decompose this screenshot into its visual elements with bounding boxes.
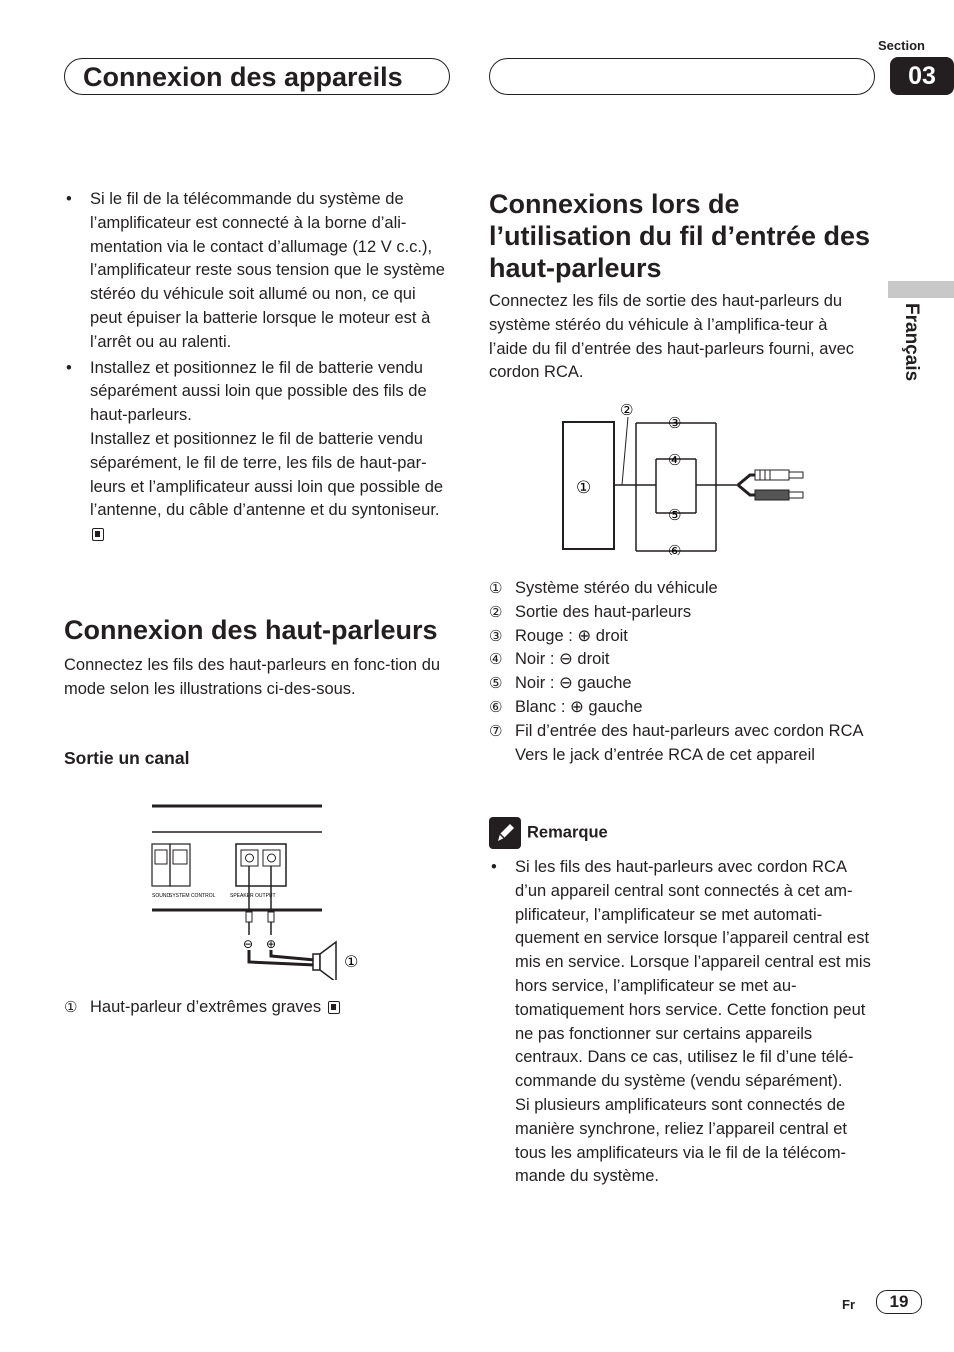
note-title: Remarque	[527, 823, 608, 842]
note-body	[489, 856, 879, 1189]
legend-item: ④ Noir : ⊖ droit	[489, 650, 610, 669]
note-header	[489, 817, 608, 849]
rca-legend	[489, 577, 869, 767]
chapter-title: Connexion des appareils	[83, 62, 403, 92]
list-item: • Si le fil de la télécommande du système de l’amplificateur est connecté à la borne d’ali-mentation via le contact d’allumage (12 V c.c.), l’amplificateur reste sous tension que le système stéréo du véhicule soit allumé ou non, ce qui peut épuiser la batterie lorsque le moteur est à l’arrêt ou au ralenti.	[64, 188, 450, 355]
section-number: 03	[890, 57, 954, 95]
end-mark-icon	[92, 528, 104, 541]
list-item: • Si les fils des haut-parleurs avec cordon RCA d’un appareil central sont connectés à cet am-plificateur, l’amplificateur se met automati-quement en service lorsque l’appareil central est mis en service. Lorsque l’appareil central est mis hors service, l’amplificateur se met au-tomatiquement hors service. Cette fonction peut ne pas fonctionner sur certains appareils centraux. Dans ce cas, utilisez le fil d’une télé-commande du système (vendu séparément).	[489, 856, 879, 1094]
callout-6: ⑥	[668, 542, 682, 555]
chapter-title-pill	[64, 58, 450, 95]
end-mark-icon	[328, 1001, 340, 1014]
list-item-continuation: Si plusieurs amplificateurs sont connectés de manière synchrone, reliez l’appareil central et tous les amplificateurs via le fil de la télécom-mande du système.	[515, 1095, 847, 1186]
mono-output-diagram	[150, 800, 380, 980]
system-control-label: SYSTEM CONTROL	[169, 893, 216, 899]
left-column	[64, 188, 450, 547]
callout-2: ②	[620, 401, 634, 419]
subheading-mono: Sortie un canal	[64, 748, 190, 768]
speakers-heading: Connexion des haut-parleurs	[64, 615, 438, 645]
pencil-note-icon	[489, 817, 521, 849]
header-empty-pill	[489, 58, 875, 95]
rca-intro: Connectez les fils de sortie des haut-parleurs du système stéréo du véhicule à l’amplifica-teur à l’aide du fil d’entrée des haut-parleurs fourni, avec cordon RCA.	[489, 292, 855, 382]
language-tab-bar	[888, 281, 954, 298]
legend-item: ① Système stéréo du véhicule	[489, 579, 718, 597]
speakers-intro: Connectez les fils des haut-parleurs en fonc-tion du mode selon les illustrations ci-des-sous.	[64, 656, 441, 698]
callout-5: ⑤	[668, 506, 682, 524]
footer-lang: Fr	[842, 1297, 855, 1312]
sound-label: SOUND	[152, 893, 171, 899]
legend-item: ③ Rouge : ⊕ droit	[489, 626, 628, 645]
rca-input-diagram	[560, 395, 810, 555]
callout-4: ④	[668, 451, 682, 469]
figure1-caption: ① Haut-parleur d’extrêmes graves	[64, 996, 444, 1020]
section-label: Section	[878, 38, 925, 53]
speaker-output-label: SPEAKER OUTPUT	[230, 893, 276, 899]
page-number: 19	[876, 1290, 922, 1314]
legend-item: ⑦ Fil d’entrée des haut-parleurs avec cordon RCA	[489, 721, 864, 740]
language-label: Français	[901, 303, 922, 382]
legend-item: ② Sortie des haut-parleurs	[489, 602, 692, 621]
speaker-callout: ①	[344, 952, 359, 971]
legend-item: ⑤ Noir : ⊖ gauche	[489, 674, 632, 693]
list-item-continuation: Installez et positionnez le fil de batterie vendu séparément, le fil de terre, les fils de haut-par-leurs et l’amplificateur aussi loin que possible de l’antenne, du câble d’antenne et du syntoniseur.	[64, 428, 450, 547]
legend-item: ⑥ Blanc : ⊕ gauche	[489, 697, 643, 716]
plus-symbol: ⊕	[266, 937, 277, 951]
callout-1: ①	[576, 478, 592, 498]
minus-symbol: ⊖	[243, 937, 254, 951]
language-tab	[898, 303, 928, 413]
legend-item-continuation: Vers le jack d’entrée RCA de cet appareil	[515, 745, 815, 764]
list-item: • Installez et positionnez le fil de batterie vendu séparément aussi loin que possible des fils de haut-parleurs.	[64, 357, 450, 428]
rca-heading: Connexions lors de l’utilisation du fil d’entrée des haut-parleurs	[489, 189, 871, 283]
callout-3: ③	[668, 414, 682, 432]
